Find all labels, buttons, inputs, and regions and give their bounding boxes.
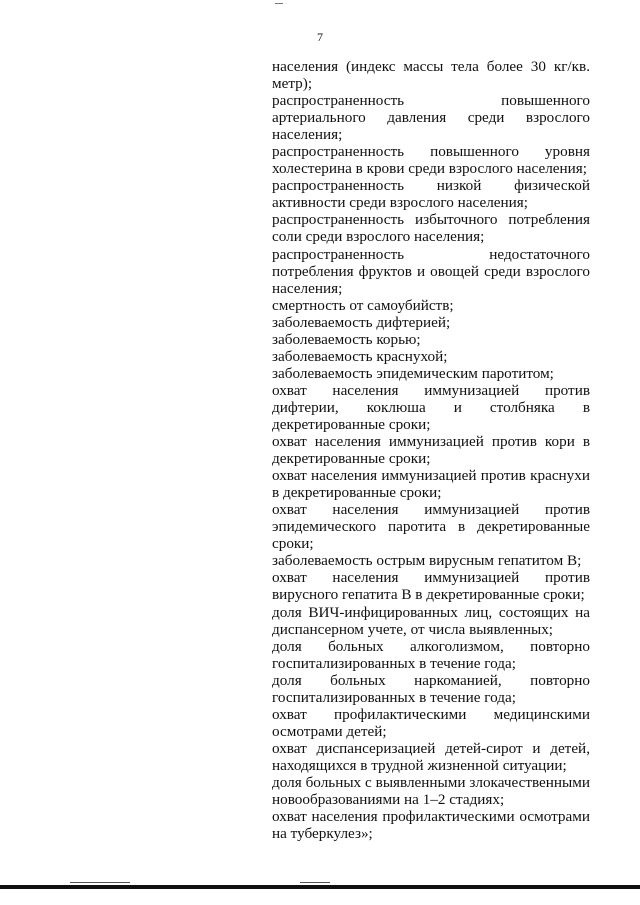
list-item-physical-activity: распространенность низкой физической активности среди взрослого населения; xyxy=(272,177,590,212)
list-item-cholesterol: распространенность повышенного уровня холестерина в крови среди взрослого населения; xyxy=(272,143,590,178)
list-item-tuberculosis: охват населения профилактическими осмотрами на туберкулез»; xyxy=(272,808,590,843)
list-item-immunization-hepatitis-b: охват населения иммунизацией против вирусного гепатита В в декретированные сроки; xyxy=(272,569,590,604)
list-item-suicide: смертность от самоубийств; xyxy=(272,296,454,314)
list-item-cancer-early-stage: доля больных с выявленными злокачественными новообразованиями на 1–2 стадиях; xyxy=(272,773,590,809)
list-item-alcoholism: доля больных алкоголизмом, повторно госпитализированных в течение года; xyxy=(272,637,590,672)
list-item-child-checkups: охват профилактическими медицинскими осмотрами детей; xyxy=(272,705,590,740)
list-item-fruits-vegetables: распространенность недостаточного потребления фруктов и овощей среди взрослого населения; xyxy=(272,245,590,297)
list-item-obesity-tail: населения (индекс массы тела более 30 кг/кв. метр); xyxy=(272,58,590,93)
list-item-diphtheria: заболеваемость дифтерией; xyxy=(272,313,451,331)
list-item-mumps: заболеваемость эпидемическим паротитом; xyxy=(272,364,554,382)
list-item-rubella: заболеваемость краснухой; xyxy=(272,347,448,365)
list-item-immunization-dtp: охват населения иммунизацией против дифтерии, коклюша и столбняка в декретированные сроки; xyxy=(272,381,590,433)
list-item-measles: заболеваемость корью; xyxy=(272,330,421,348)
page-number: 7 xyxy=(317,30,323,44)
list-item-drug-addiction: доля больных наркоманией, повторно госпитализированных в течение года; xyxy=(272,671,590,706)
list-item-hiv: доля ВИЧ-инфицированных лиц, состоящих на диспансерном учете, от числа выявленных; xyxy=(272,603,590,638)
scan-mark xyxy=(70,882,130,883)
scan-mark xyxy=(275,3,283,4)
list-item-salt: распространенность избыточного потребления соли среди взрослого населения; xyxy=(272,211,590,246)
list-item-immunization-mumps: охват населения иммунизацией против эпидемического паротита в декретированные сроки; xyxy=(272,501,590,553)
list-item-hypertension: распространенность повышенного артериального давления среди взрослого населения; xyxy=(272,92,590,144)
page-bottom-border xyxy=(0,885,640,889)
scan-mark xyxy=(300,882,330,883)
list-item-orphans-screening: охват диспансеризацией детей-сирот и детей, находящихся в трудной жизненной ситуации; xyxy=(272,739,590,774)
document-body xyxy=(272,58,590,842)
list-item-hepatitis-b: заболеваемость острым вирусным гепатитом В; xyxy=(272,552,582,570)
list-item-immunization-measles: охват населения иммунизацией против кори в декретированные сроки; xyxy=(272,433,590,468)
list-item-immunization-rubella: охват населения иммунизацией против краснухи в декретированные сроки; xyxy=(272,467,590,502)
